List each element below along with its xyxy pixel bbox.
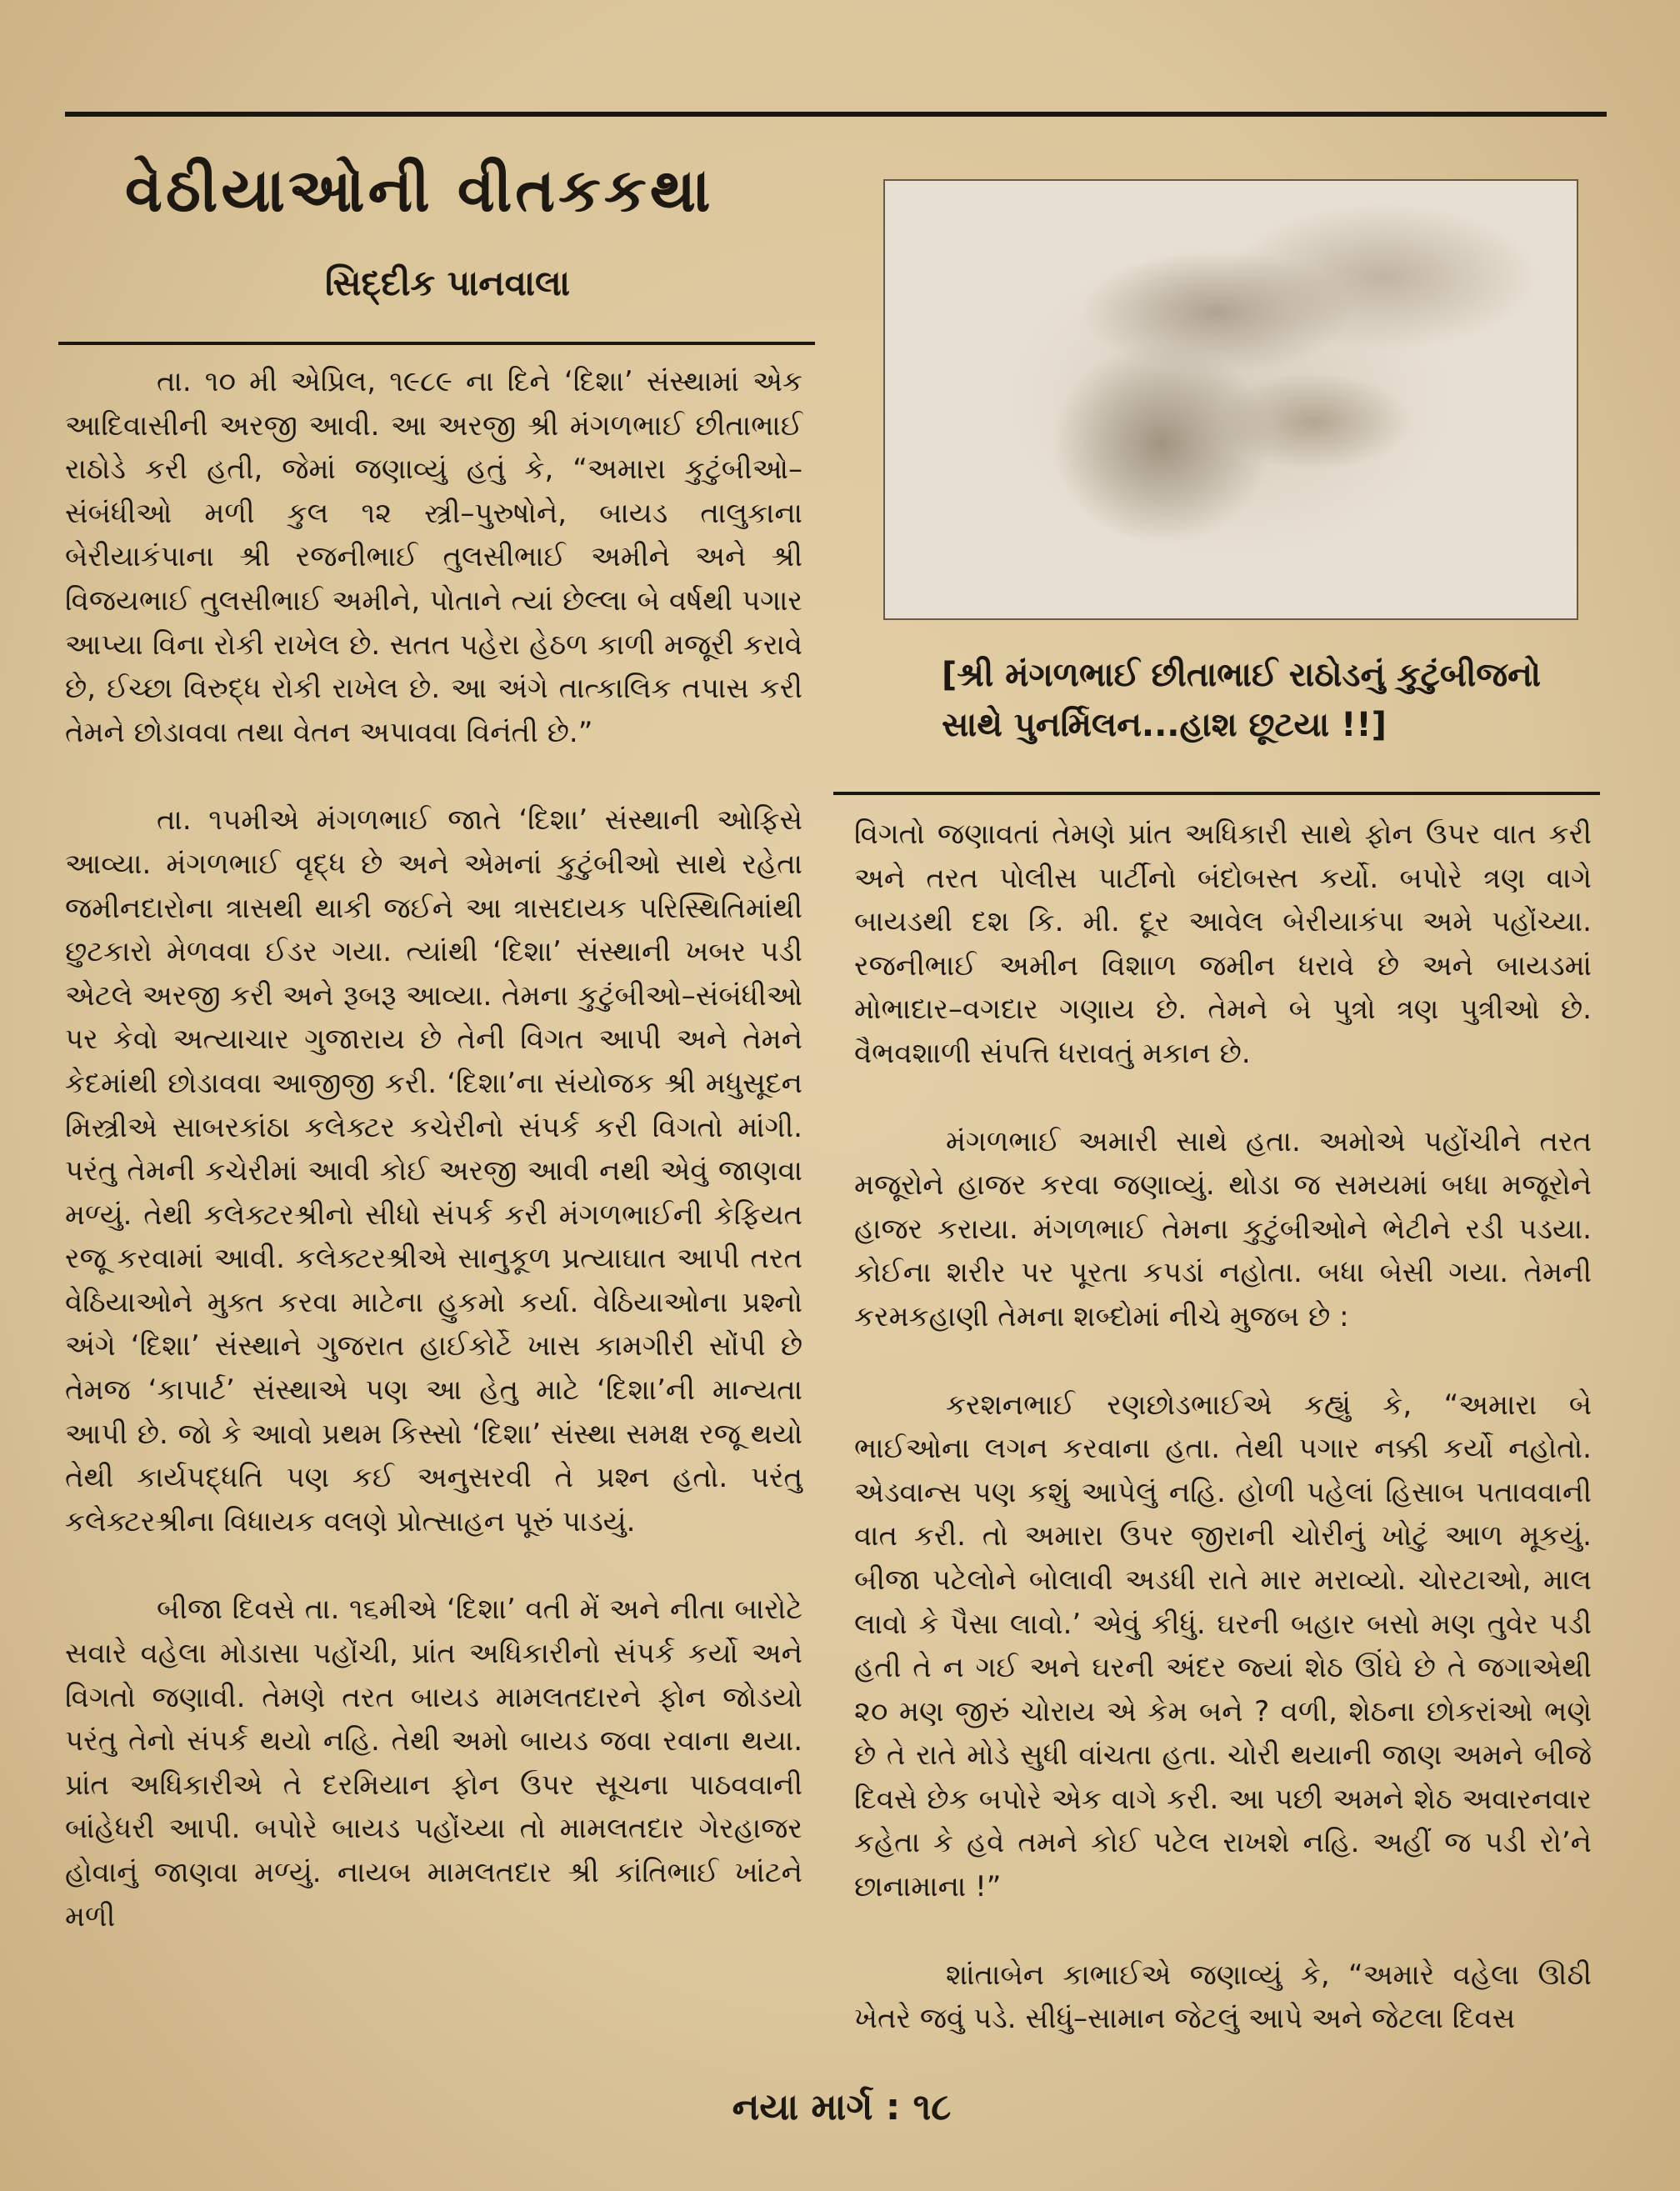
- paragraph: તા. ૧૦ મી એપ્રિલ, ૧૯૮૯ ના દિને ‘દિશા’ સંસ્થામાં એક આદિવાસીની અરજી આવી. આ અરજી શ્રી મંગળભાઈ છીતાભાઈ રાઠોડે કરી હતી, જેમાં જણાવ્યું હતું કે, “અમારા કુટુંબીઓ–સંબંધીઓ મળી કુલ ૧૨ સ્ત્રી–પુરુષોને, બાયડ તાલુકાના બેરીયાકંપાના શ્રી રજનીભાઈ તુલસીભાઈ અમીને અને શ્રી વિજયભાઈ તુલસીભાઈ અમીને, પોતાને ત્યાં છેલ્લા બે વર્ષથી પગાર આપ્યા વિના રોકી રાખેલ છે. સતત પહેરા હેઠળ કાળી મજૂરી કરાવે છે, ઈચ્છા વિરુદ્ધ રોકી રાખેલ છે. આ અંગે તાત્કાલિક તપાસ કરી તેમને છોડાવવા તથા વેતન અપાવવા વિનંતી છે.”: [65, 365, 802, 749]
- article-title: વેઠીયાઓની વીતકકથા: [125, 154, 714, 225]
- top-rule: [65, 112, 1607, 117]
- paragraph: વિગતો જણાવતાં તેમણે પ્રાંત અધિકારી સાથે ફોન ઉપર વાત કરી અને તરત પોલીસ પાર્ટીનો બંદોબસ્ત કર્યો. બપોરે ત્રણ વાગે બાયડથી દશ કિ. મી. દૂર આવેલ બેરીયાકંપા અમે પહોંચ્યા. રજનીભાઈ અમીન વિશાળ જમીન ધરાવે છે અને બાયડમાં મોભાદાર–વગદાર ગણાય છે. તેમને બે પુત્રો ત્રણ પુત્રીઓ છે. વૈભવશાળી સંપત્તિ ધરાવતું મકાન છે.: [854, 818, 1592, 1070]
- paragraph: શાંતાબેન કાભાઈએ જણાવ્યું કે, “અમારે વહેલા ઊઠી ખેતરે જવું પડે. સીધું–સામાન જેટલું આપે અને જેટલા દિવસ: [854, 1958, 1592, 2036]
- paragraph: તા. ૧૫મીએ મંગળભાઈ જાતે ‘દિશા’ સંસ્થાની ઓફિસે આવ્યા. મંગળભાઈ વૃદ્ધ છે અને એમનાં કુટુંબીઓ સાથે રહેતા જમીનદારોના ત્રાસથી થાકી જઈને આ ત્રાસદાયક પરિસ્થિતિમાંથી છુટકારો મેળવવા ઈડર ગયા. ત્યાંથી ‘દિશા’ સંસ્થાની ખબર પડી એટલે અરજી કરી અને રૂબરૂ આવ્યા. તેમના કુટુંબીઓ–સંબંધીઓ પર કેવો અત્યાચાર ગુજારાય છે તેની વિગત આપી અને તેમને કેદમાંથી છોડાવવા આજીજી કરી. ‘દિશા’ના સંયોજક શ્રી મધુસૂદન મિસ્ત્રીએ સાબરકાંઠા કલેક્ટર કચેરીનો સંપર્ક કરી વિગતો માંગી. પરંતુ તેમની કચેરીમાં આવી કોઈ અરજી આવી નથી એવું જાણવા મળ્યું. તેથી કલેક્ટરશ્રીનો સીધો સંપર્ક કરી મંગળભાઈની કેફિયત રજૂ કરવામાં આવી. કલેક્ટરશ્રીએ સાનુકૂળ પ્રત્યાઘાત આપી તરત વેઠિયાઓને મુક્ત કરવા માટેના હુકમો કર્યા. વેઠિયાઓના પ્રશ્નો અંગે ‘દિશા’ સંસ્થાને ગુજરાત હાઈકોર્ટે ખાસ કામગીરી સોંપી છે તેમજ ‘કાપાર્ટ’ સંસ્થાએ પણ આ હેતુ માટે ‘દિશા’ની માન્યતા આપી છે. જો કે આવો પ્રથમ કિસ્સો ‘દિશા’ સંસ્થા સમક્ષ રજૂ થયો તેથી કાર્યપદ્ધતિ પણ કઈ અનુસરવી તે પ્રશ્ન હતો. પરંતુ કલેક્ટરશ્રીના વિધાયક વલણે પ્રોત્સાહન પૂરું પાડયું.: [65, 803, 802, 1538]
- title-divider: [58, 342, 815, 345]
- left-column: [65, 360, 802, 2002]
- photo-caption: [શ્રી મંગળભાઈ છીતાભાઈ રાઠોડનું કુટુંબીજનો સાથે પુનર્મિલન...હાશ છૂટયા !!]: [942, 656, 1541, 744]
- paragraph: કરશનભાઈ રણછોડભાઈએ કહ્યું કે, “અમારા બે ભાઈઓના લગન કરવાના હતા. તેથી પગાર નક્કી કર્યો નહોતો. એડવાન્સ પણ કશું આપેલું નહિ. હોળી પહેલાં હિસાબ પતાવવાની વાત કરી. તો અમારા ઉપર જીરાની ચોરીનું ખોટું આળ મૂકયું. બીજા પટેલોને બોલાવી અડધી રાતે માર મરાવ્યો. ચોરટાઓ, માલ લાવો કે પૈસા લાવો.’ એવું કીધું. ઘરની બહાર બસો મણ તુવેર પડી હતી તે ન ગઈ અને ઘરની અંદર જ્યાં શેઠ ઊંઘે છે તે જગાએથી ૨૦ મણ જીરું ચોરાય એ કેમ બને ? વળી, શેઠના છોકરાંઓ ભણે છે તે રાતે મોડે સુધી વાંચતા હતા. ચોરી થયાની જાણ અમને બીજે દિવસે છેક બપોરે એક વાગે કરી. આ પછી અમને શેઠ અવારનવાર કહેતા કે હવે તમને કોઈ પટેલ રાખશે નહિ. અહીં જ પડી રો’ને છાનામાના !”: [854, 1388, 1592, 1904]
- paragraph: મંગળભાઈ અમારી સાથે હતા. અમોએ પહોંચીને તરત મજૂરોને હાજર કરવા જણાવ્યું. થોડા જ સમયમાં બધા મજૂરોને હાજર કરાયા. મંગળભાઈ તેમના કુટુંબીઓને ભેટીને રડી પડયા. કોઈના શરીર પર પૂરતા કપડાં નહોતા. બધા બેસી ગયા. તેમની કરમકહાણી તેમના શબ્દોમાં નીચે મુજબ છે :: [854, 1124, 1592, 1333]
- paragraph: બીજા દિવસે તા. ૧૬મીએ ‘દિશા’ વતી મેં અને નીતા બારોટે સવારે વહેલા મોડાસા પહોંચી, પ્રાંત અધિકારીનો સંપર્ક કર્યો અને વિગતો જણાવી. તેમણે તરત બાયડ મામલતદારને ફોન જોડયો પરંતુ તેનો સંપર્ક થયો નહિ. તેથી અમો બાયડ જવા રવાના થયા. પ્રાંત અધિકારીએ તે દરમિયાન ફોન ઉપર સૂચના પાઠવવાની બાંહેધરી આપી. બપોરે બાયડ પહોંચ્યા તો મામલતદાર ગેરહાજર હોવાનું જાણવા મળ્યું. નાયબ મામલતદાર શ્રી કાંતિભાઈ ખાંટને મળી: [65, 1593, 802, 1933]
- article-photo: [883, 179, 1578, 620]
- article-author: સિદ્દીક પાનવાલા: [325, 263, 571, 303]
- caption-divider: [833, 792, 1600, 795]
- page-footer: નયા માર્ગ : ૧૮: [732, 2086, 952, 2128]
- right-column: [854, 813, 1592, 2036]
